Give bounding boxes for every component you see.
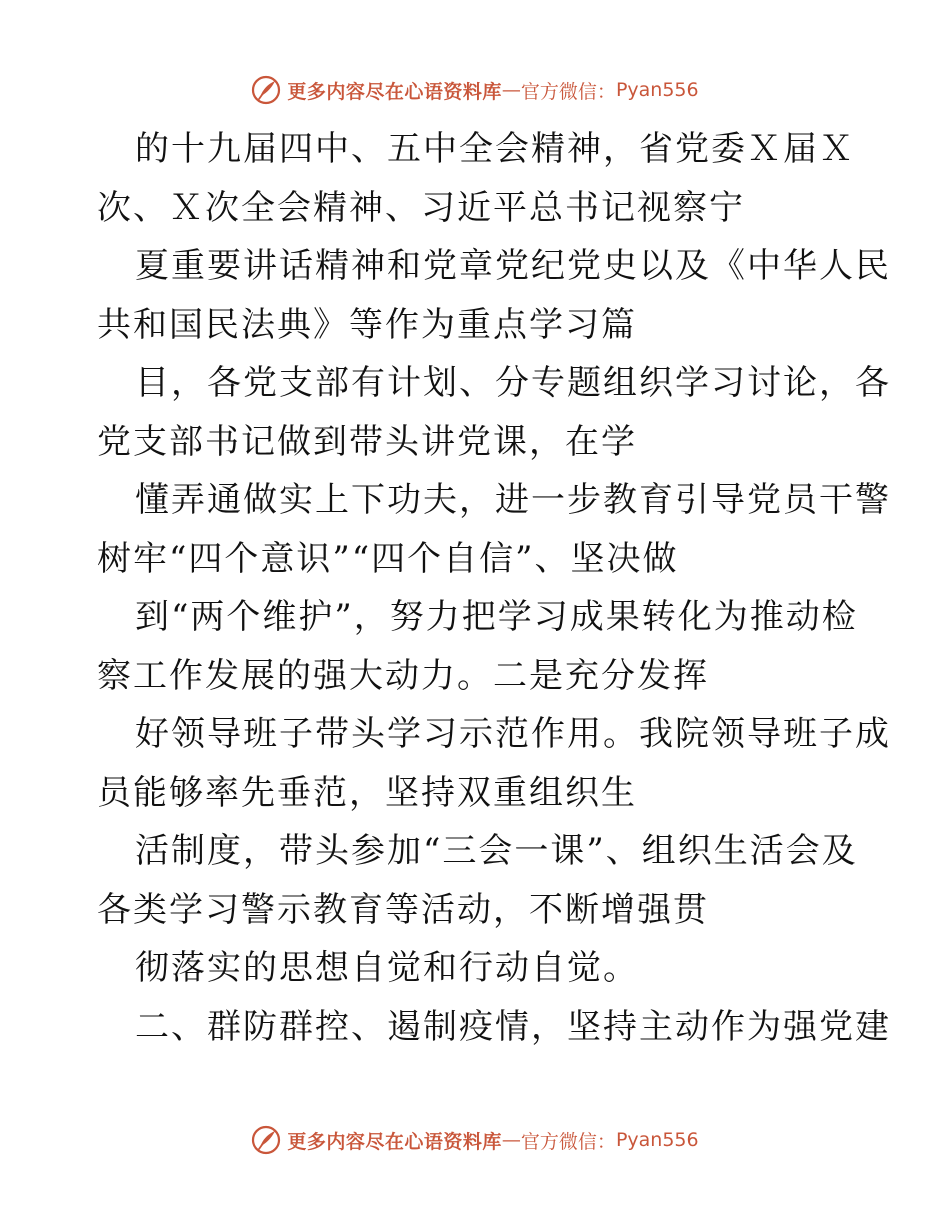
text-line: 树牢“四个意识”“四个自信”、坚决做 — [97, 538, 679, 579]
banner-separator: — — [501, 79, 521, 101]
text-line: 的十九届四中、五中全会精神，省党委Ｘ届Ｘ — [135, 129, 855, 169]
feather-pen-logo-icon — [251, 75, 281, 105]
text-line: 次、Ｘ次全会精神、习近平总书记视察宁 — [97, 187, 745, 228]
text-line: 党支部书记做到带头讲党课，在学 — [97, 421, 637, 462]
text-line: 好领导班子带头学习示范作用。我院领导班子成 — [135, 714, 891, 754]
text-line: 夏重要讲话精神和党章党纪党史以及《中华人民 — [135, 246, 891, 286]
banner-wechat-id: Pyan556 — [615, 79, 699, 101]
text-line: 各类学习警示教育等活动，不断增强贯 — [97, 889, 709, 930]
text-line: 二、群防群控、遏制疫情，坚持主动作为强党建 — [135, 1006, 891, 1047]
banner-wechat-label: 官方微信： — [520, 1130, 616, 1153]
banner-wechat-label: 官方微信： — [520, 80, 616, 103]
banner-separator: — — [501, 1129, 521, 1151]
text-line: 活制度，带头参加“三会一课”、组织生活会及 — [135, 831, 858, 871]
text-line: 察工作发展的强大动力。二是充分发挥 — [97, 655, 709, 696]
text-line: 共和国民法典》等作为重点学习篇 — [97, 304, 637, 345]
document-body — [97, 120, 891, 1056]
header-banner — [0, 70, 950, 110]
feather-pen-logo-icon — [251, 1125, 281, 1155]
text-line: 到“两个维护”，努力把学习成果转化为推动检 — [135, 597, 858, 637]
text-line: 员能够率先垂范，坚持双重组织生 — [97, 772, 637, 813]
footer-banner — [0, 1120, 950, 1160]
banner-text: 更多内容尽在心语资料库 — [287, 80, 502, 103]
banner-wechat-id: Pyan556 — [615, 1129, 699, 1151]
text-line: 彻落实的思想自觉和行动自觉。 — [135, 948, 639, 988]
banner-text: 更多内容尽在心语资料库 — [287, 1130, 502, 1153]
text-line: 目，各党支部有计划、分专题组织学习讨论，各 — [135, 363, 891, 403]
text-line: 懂弄通做实上下功夫，进一步教育引导党员干警 — [135, 480, 891, 520]
